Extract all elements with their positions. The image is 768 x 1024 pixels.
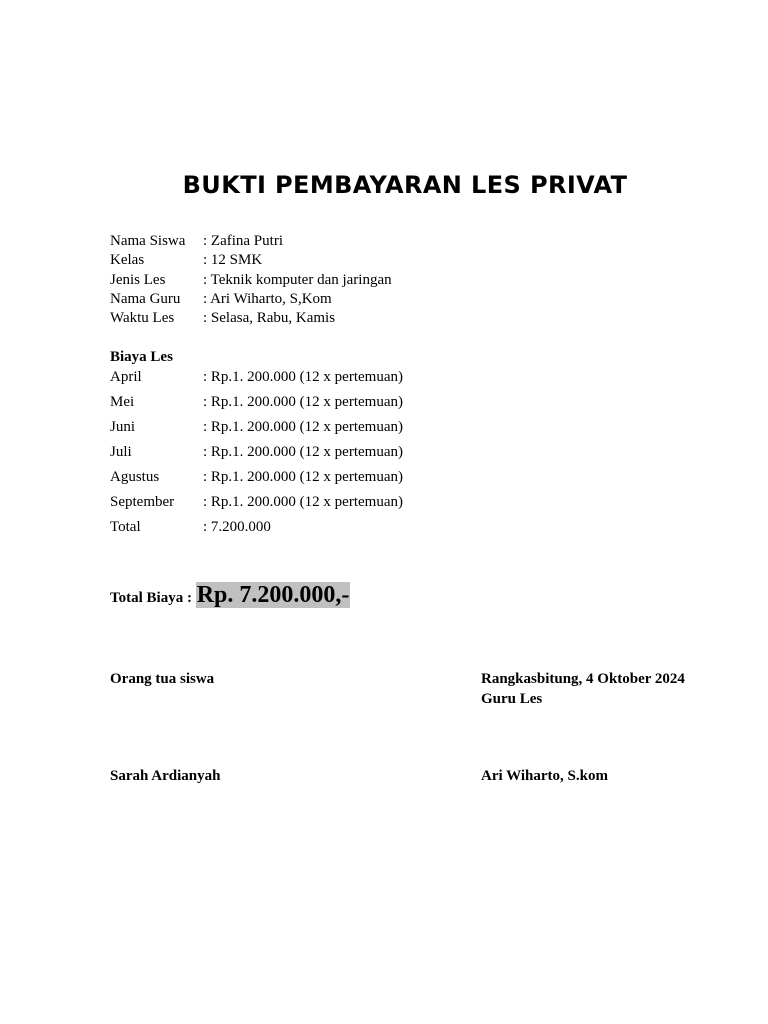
fee-month: Agustus bbox=[110, 469, 160, 485]
fee-row-agustus bbox=[110, 468, 403, 486]
info-row-jenis-les bbox=[110, 271, 392, 289]
fee-value: : Rp.1. 200.000 (12 x pertemuan) bbox=[203, 444, 403, 460]
fee-row-juni bbox=[110, 418, 403, 436]
signature-left-role: Orang tua siswa bbox=[110, 671, 215, 687]
signature-place-date: Rangkasbitung, 4 Oktober 2024 bbox=[481, 671, 685, 687]
fee-row-total bbox=[110, 518, 271, 536]
fee-row-juli bbox=[110, 443, 403, 461]
fee-total-label: Total bbox=[110, 519, 141, 535]
info-value: : Zafina Putri bbox=[203, 233, 283, 249]
total-biaya bbox=[110, 582, 350, 609]
info-value: : Ari Wiharto, S,Kom bbox=[203, 291, 332, 307]
info-row-nama-guru bbox=[110, 290, 332, 308]
fee-row-april bbox=[110, 368, 403, 386]
info-label: Waktu Les bbox=[110, 310, 175, 326]
fee-value: : Rp.1. 200.000 (12 x pertemuan) bbox=[203, 394, 403, 410]
fee-month: April bbox=[110, 369, 142, 385]
total-biaya-amount: Rp. 7.200.000,- bbox=[196, 582, 350, 608]
info-row-kelas bbox=[110, 251, 262, 269]
signature-left-name: Sarah Ardianyah bbox=[110, 768, 221, 784]
document-title: BUKTI PEMBAYARAN LES PRIVAT bbox=[182, 171, 628, 199]
info-label: Kelas bbox=[110, 252, 145, 268]
fee-value: : Rp.1. 200.000 (12 x pertemuan) bbox=[203, 419, 403, 435]
fee-month: Juli bbox=[110, 444, 132, 460]
fee-row-september bbox=[110, 493, 403, 511]
info-value: : Selasa, Rabu, Kamis bbox=[203, 310, 336, 326]
total-biaya-label: Total Biaya : bbox=[110, 590, 196, 606]
info-label: Jenis Les bbox=[110, 272, 166, 288]
fee-month: September bbox=[110, 494, 175, 510]
info-value: : 12 SMK bbox=[203, 252, 263, 268]
signature-right-name: Ari Wiharto, S.kom bbox=[481, 768, 608, 784]
info-row-nama-siswa bbox=[110, 232, 283, 250]
info-value: : Teknik komputer dan jaringan bbox=[203, 272, 392, 288]
fee-value: : Rp.1. 200.000 (12 x pertemuan) bbox=[203, 494, 403, 510]
fee-total-value: : 7.200.000 bbox=[203, 519, 271, 535]
info-row-waktu-les bbox=[110, 309, 335, 327]
fee-value: : Rp.1. 200.000 (12 x pertemuan) bbox=[203, 369, 403, 385]
signature-right-role: Guru Les bbox=[481, 691, 543, 707]
fee-row-mei bbox=[110, 393, 403, 411]
fee-month: Mei bbox=[110, 394, 135, 410]
info-label: Nama Siswa bbox=[110, 233, 186, 249]
fee-value: : Rp.1. 200.000 (12 x pertemuan) bbox=[203, 469, 403, 485]
fee-month: Juni bbox=[110, 419, 136, 435]
fees-heading: Biaya Les bbox=[110, 349, 173, 365]
info-label: Nama Guru bbox=[110, 291, 181, 307]
